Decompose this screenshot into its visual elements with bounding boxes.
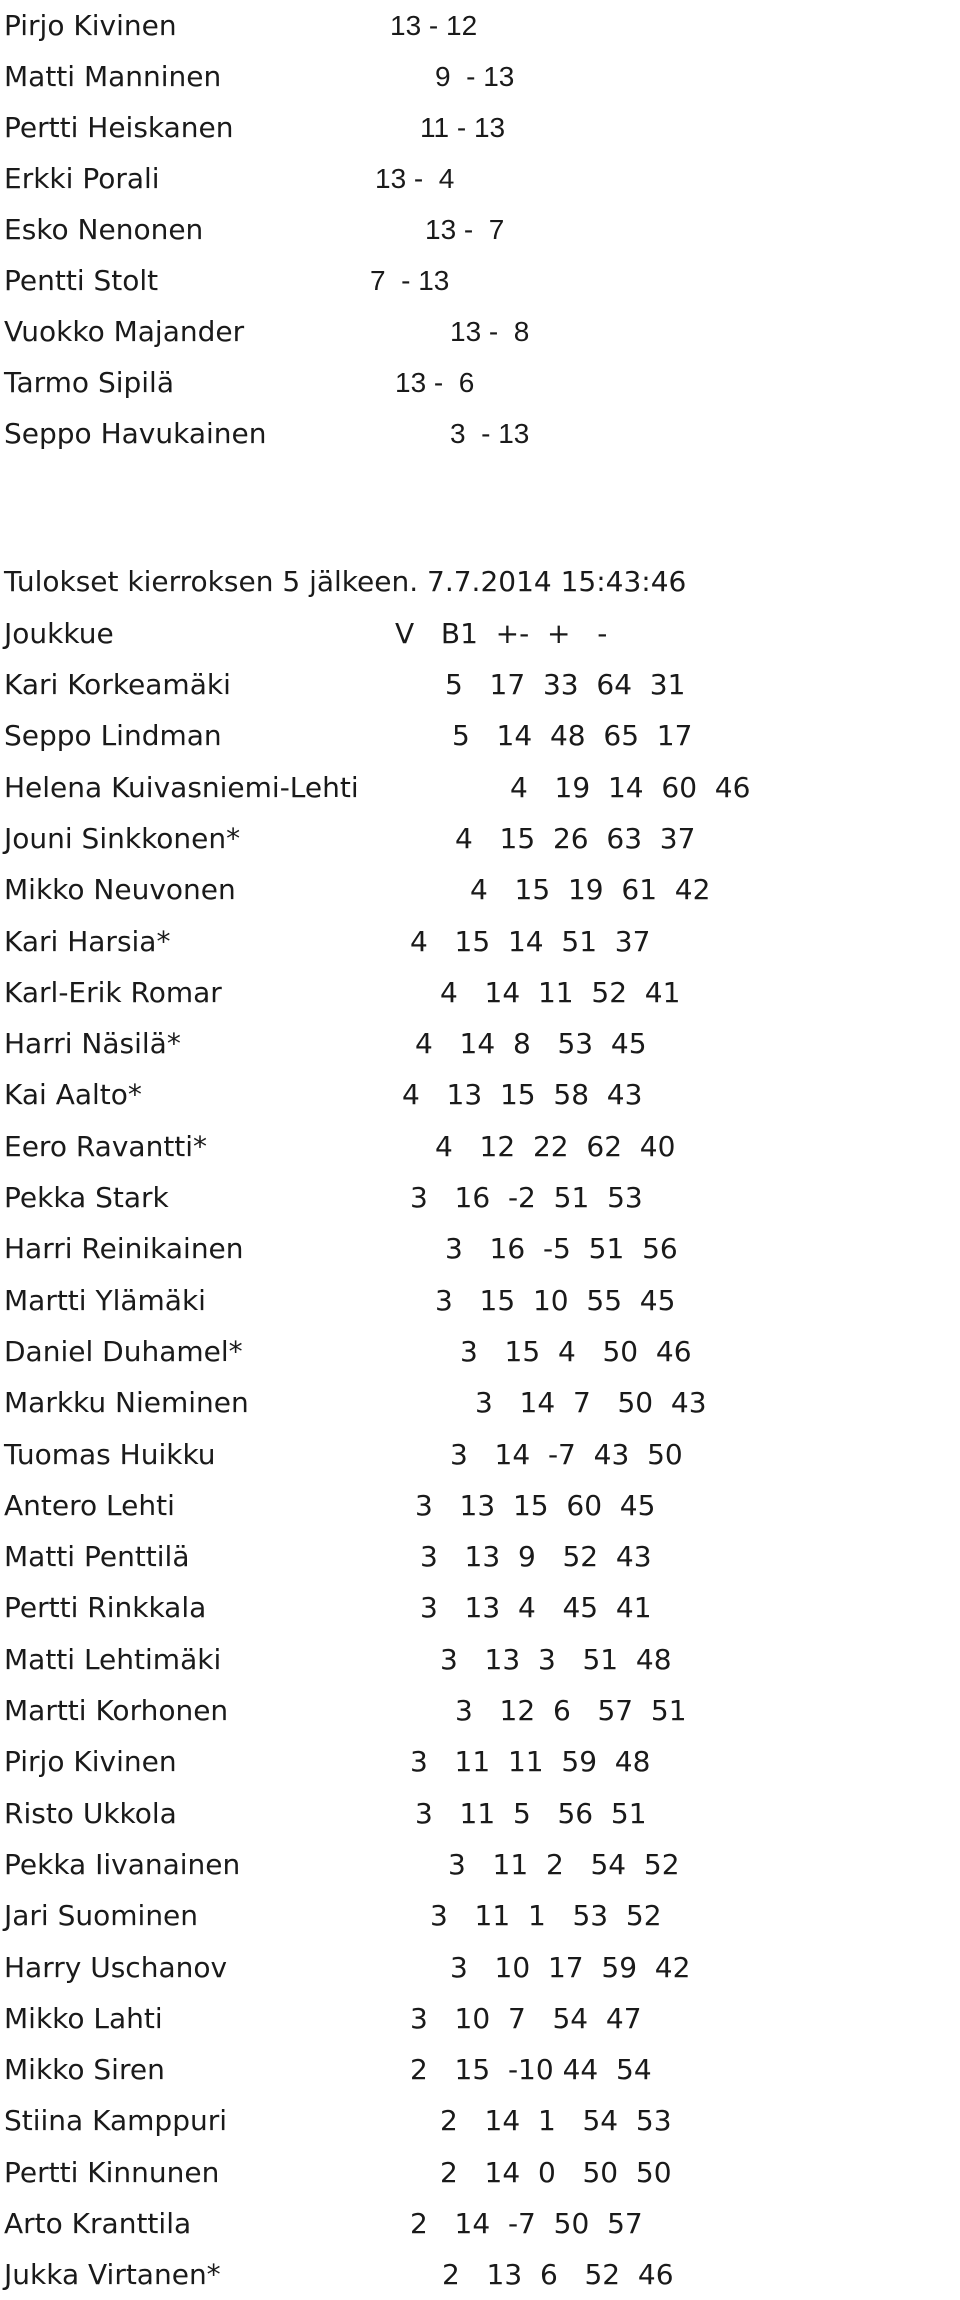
team-stats: 2 14 1 54 53: [440, 2104, 672, 2138]
team-stats: 4 14 11 52 41: [440, 975, 681, 1009]
match-score: 3 - 13: [450, 418, 530, 449]
player-home: Esko Nenonen: [4, 213, 204, 246]
match-score: 7 - 13: [370, 265, 450, 296]
team-name: Harri Reinikainen: [4, 1232, 244, 1266]
player-home: Tarmo Sipilä: [4, 366, 174, 399]
team-stats: 3 13 15 60 45: [415, 1488, 656, 1522]
team-name: Helena Kuivasniemi-Lehti: [4, 770, 359, 804]
match-score: 13 - 12: [390, 10, 478, 41]
team-name: Pertti Rinkkala: [4, 1591, 207, 1625]
team-name: Mikko Neuvonen: [4, 873, 236, 907]
team-name: Pertti Kinnunen: [4, 2155, 220, 2189]
player-home: Matti Manninen: [4, 60, 222, 93]
team-name: Eero Ravantti*: [4, 1129, 208, 1163]
team-stats: 3 11 1 53 52: [430, 1899, 662, 1933]
team-name: Stiina Kamppuri: [4, 2104, 228, 2138]
player-home: Pertti Heiskanen: [4, 111, 234, 144]
team-name: Matti Lehtimäki: [4, 1642, 222, 1676]
team-stats: 3 13 3 51 48: [440, 1642, 672, 1676]
team-stats: 4 15 19 61 42: [470, 873, 711, 907]
team-stats: 4 13 15 58 43: [402, 1078, 643, 1112]
team-stats: 3 13 9 52 43: [420, 1540, 652, 1574]
team-stats: 4 15 26 63 37: [455, 821, 696, 855]
team-stats: 3 14 -7 43 50: [450, 1437, 683, 1471]
team-stats: 3 16 -5 51 56: [445, 1232, 678, 1266]
team-name: Antero Lehti: [4, 1488, 175, 1522]
team-name: Pekka Stark: [4, 1181, 169, 1214]
team-stats: 2 13 6 52 46: [442, 2258, 674, 2292]
team-name: Kari Harsia*: [4, 924, 171, 958]
team-name: Martti Korhonen: [4, 1694, 229, 1727]
team-stats: 4 14 8 53 45: [415, 1027, 647, 1061]
team-stats: 2 14 -7 50 57: [410, 2207, 643, 2240]
team-name: Markku Nieminen: [4, 1386, 249, 1420]
team-name: Pirjo Kivinen: [4, 1745, 177, 1779]
team-stats: 3 15 4 50 46: [460, 1334, 692, 1368]
team-stats: 3 14 7 50 43: [475, 1386, 707, 1420]
team-name: Kari Korkeamäki: [4, 668, 231, 701]
team-stats: 3 16 -2 51 53: [410, 1181, 643, 1214]
team-name: Pekka Iivanainen: [4, 1847, 241, 1881]
match-score: 13 - 8: [450, 316, 530, 347]
team-name: Jari Suominen: [4, 1899, 199, 1933]
team-stats: 3 10 7 54 47: [410, 2001, 642, 2035]
team-stats: 2 15 -10 44 54: [410, 2053, 652, 2087]
team-stats: 4 19 14 60 46: [510, 770, 751, 804]
match-score: 11 - 13: [420, 112, 506, 143]
team-stats: 3 10 17 59 42: [450, 1950, 691, 1984]
team-stats: 4 15 14 51 37: [410, 924, 651, 958]
team-name: Martti Ylämäki: [4, 1283, 206, 1317]
match-score: 13 - 4: [375, 163, 455, 194]
team-stats: 5 14 48 65 17: [452, 719, 693, 753]
team-name: Matti Penttilä: [4, 1540, 190, 1574]
team-stats: 3 11 5 56 51: [415, 1796, 647, 1830]
player-home: Pentti Stolt: [4, 264, 159, 297]
team-name: Seppo Lindman: [4, 719, 222, 753]
team-stats: 3 12 6 57 51: [455, 1694, 687, 1727]
team-name: Risto Ukkola: [4, 1796, 177, 1830]
team-stats: 3 11 11 59 48: [410, 1745, 651, 1779]
team-stats: 5 17 33 64 31: [445, 668, 686, 701]
team-name: Jouni Sinkkonen*: [4, 821, 241, 855]
team-name: Harri Näsilä*: [4, 1027, 181, 1061]
team-name: Tuomas Huikku: [4, 1437, 216, 1471]
team-name: Daniel Duhamel*: [4, 1334, 243, 1368]
player-home: Pirjo Kivinen: [4, 9, 177, 42]
team-stats: 3 11 2 54 52: [448, 1847, 680, 1881]
match-score: 13 - 6: [395, 367, 475, 398]
team-stats: 4 12 22 62 40: [435, 1129, 676, 1163]
header-stats: V B1 +- + -: [395, 617, 608, 650]
team-name: Harry Uschanov: [4, 1950, 228, 1984]
team-name: Arto Kranttila: [4, 2207, 192, 2240]
team-name: Karl-Erik Romar: [4, 975, 222, 1009]
team-name: Mikko Lahti: [4, 2001, 163, 2035]
match-score: 9 - 13: [435, 61, 515, 92]
team-stats: 3 15 10 55 45: [435, 1283, 676, 1317]
team-name: Jukka Virtanen*: [4, 2258, 221, 2292]
header-name: Joukkue: [4, 617, 114, 650]
team-name: Kai Aalto*: [4, 1078, 142, 1112]
player-home: Erkki Porali: [4, 162, 160, 195]
team-name: Mikko Siren: [4, 2053, 165, 2087]
team-stats: 2 14 0 50 50: [440, 2155, 672, 2189]
player-home: Vuokko Majander: [4, 315, 245, 348]
player-home: Seppo Havukainen: [4, 417, 267, 450]
team-stats: 3 13 4 45 41: [420, 1591, 652, 1625]
match-score: 13 - 7: [425, 214, 505, 245]
